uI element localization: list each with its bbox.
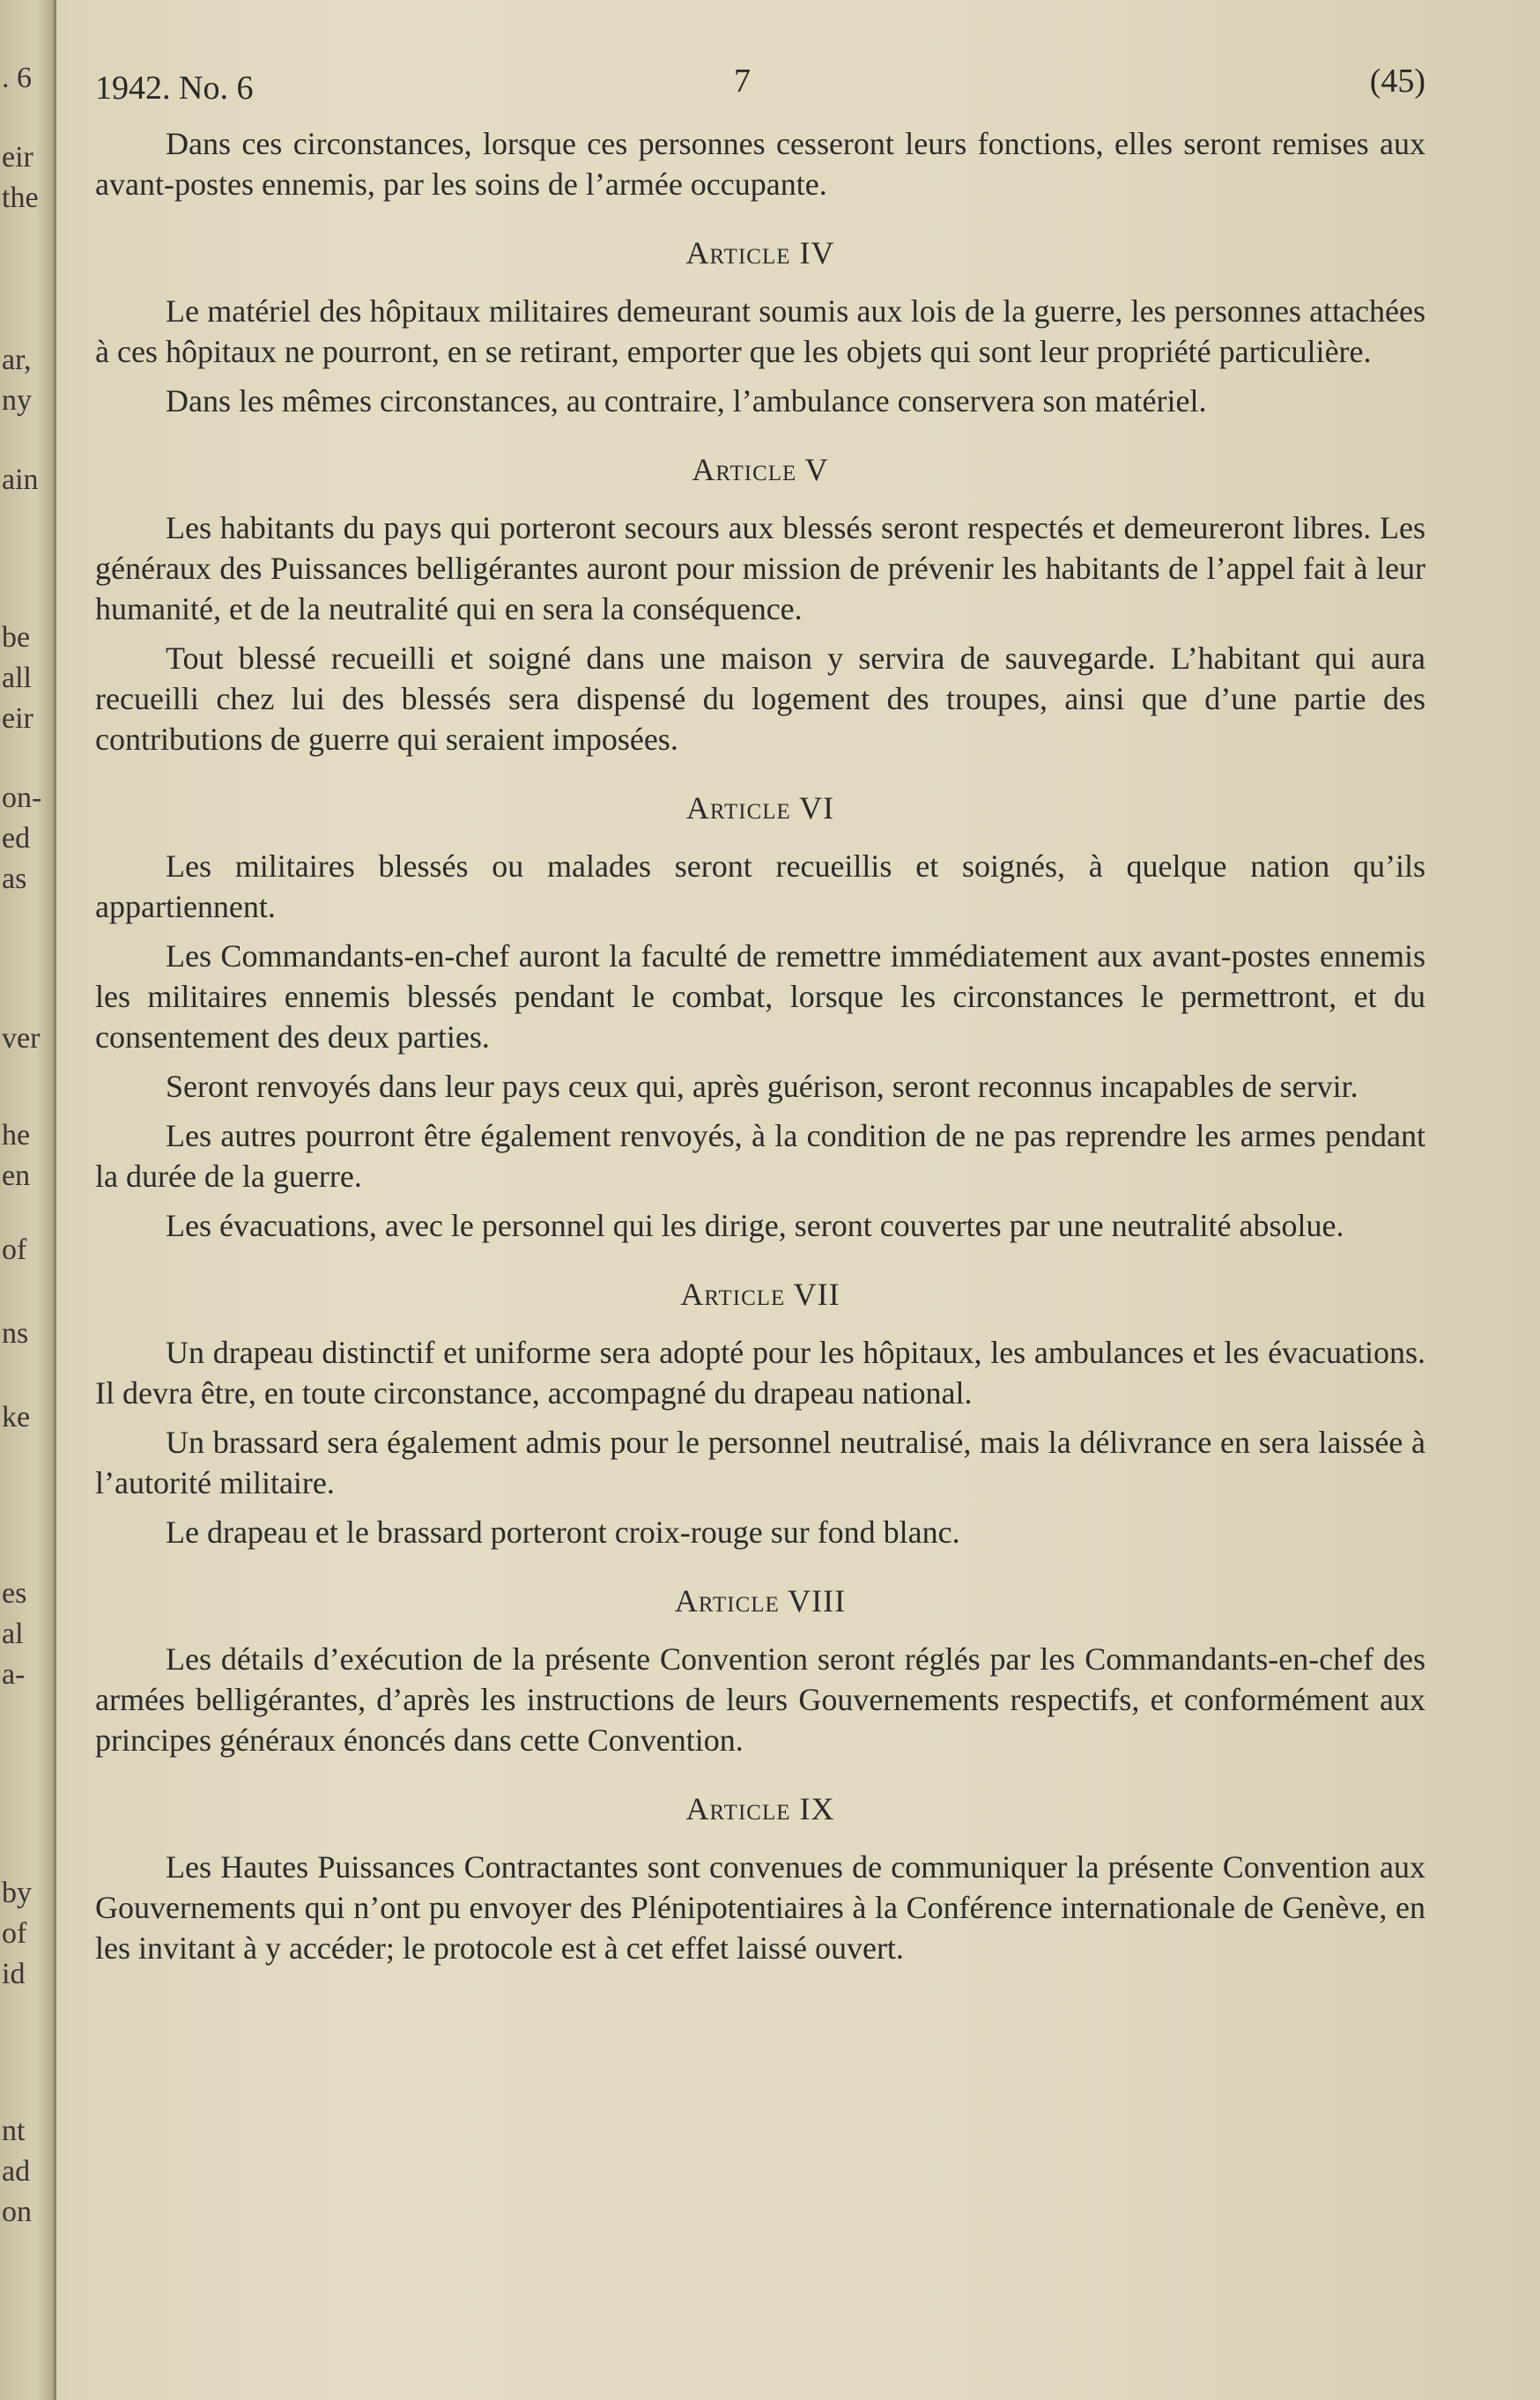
margin-fragment: al xyxy=(2,1618,24,1650)
article-paragraph: Seront renvoyés dans leur pays ceux qui, après guérison, seront reconnus incapables de servir. xyxy=(166,1069,1359,1104)
margin-fragment: ar, xyxy=(2,344,32,376)
article-paragraph: Les militaires blessés ou malades seront recueillis et soignés, à quelque nation qu’ils appartiennent. xyxy=(95,848,1425,924)
page-content xyxy=(95,62,1425,1977)
margin-fragment: ke xyxy=(2,1401,31,1433)
margin-fragment: eir xyxy=(2,141,33,174)
article-paragraph: Un drapeau distinctif et uniforme sera adopté pour les hôpitaux, les ambulances et les évacuations. Il devra être, en toute circonstance, accompagné du drapeau national. xyxy=(95,1335,1425,1411)
margin-fragment: ny xyxy=(2,384,32,417)
document-reference: 1942. No. 6 xyxy=(95,70,254,107)
margin-fragment: he xyxy=(2,1119,31,1152)
margin-fragment: of xyxy=(2,1917,27,1950)
article-paragraph: Les autres pourront être également renvoyés, à la condition de ne pas reprendre les armes pendant la durée de la guerre. xyxy=(95,1118,1425,1194)
margin-fragment: all xyxy=(2,662,32,694)
article-paragraph: Les détails d’exécution de la présente Convention seront réglés par les Commandants-en-chef des armées belligérantes, d’après les instructions de leurs Gouvernements respectifs, et conformément aux principes généraux énoncés dans cette Convention. xyxy=(95,1641,1425,1758)
margin-fragment: id xyxy=(2,1958,26,1990)
margin-fragment: ad xyxy=(2,2155,31,2188)
margin-fragment: ns xyxy=(2,1317,29,1350)
article-heading: Article IX xyxy=(685,1791,835,1826)
article-ix xyxy=(95,1790,1425,1968)
margin-fragment: ed xyxy=(2,822,31,855)
article-heading: Article VII xyxy=(680,1277,840,1312)
margin-fragment: . 6 xyxy=(2,62,32,94)
article-paragraph: Le drapeau et le brassard porteront croix-rouge sur fond blanc. xyxy=(166,1515,960,1550)
margin-fragment: by xyxy=(2,1877,32,1909)
article-vi xyxy=(95,789,1425,1246)
article-heading: Article V xyxy=(692,452,829,487)
article-iv xyxy=(95,234,1425,421)
running-header xyxy=(95,62,1425,115)
margin-fragment: on- xyxy=(2,781,42,814)
margin-fragment: en xyxy=(2,1159,31,1192)
article-paragraph: Les Hautes Puissances Contractantes sont convenues de communiquer la présente Convention aux Gouvernements qui n’ont pu envoyer des Plénipotentiaires à la Conférence internationale de Genève, en les invitant à y accéder; le protocole est à cet effet laissé ouvert. xyxy=(95,1849,1425,1966)
article-paragraph: Les Commandants-en-chef auront la faculté de remettre immédiatement aux avant-postes ennemis les militaires ennemis blessés pendant le combat, lorsque les circonstances le permettront, et du consentement des deux parties. xyxy=(95,938,1425,1055)
article-heading: Article VI xyxy=(685,790,835,826)
intro-paragraph: Dans ces circonstances, lorsque ces personnes cesseront leurs fonctions, elles seront remises aux avant-postes ennemis, par les soins de l’armée occupante. xyxy=(95,126,1425,202)
article-paragraph: Les habitants du pays qui porteront secours aux blessés seront respectés et demeureront libres. Les généraux des Puissances belligérantes auront pour mission de prévenir les habitants de l’appel fait à leur humanité, et de la neutralité qui en sera la conséquence. xyxy=(95,510,1425,626)
article-paragraph: Tout blessé recueilli et soigné dans une maison y servira de sauvegarde. L’habitant qui aura recueilli chez lui des blessés sera dispensé du logement des troupes, ainsi que d’une partie des contributions de guerre qui seraient imposées. xyxy=(95,641,1425,757)
article-paragraph: Dans les mêmes circonstances, au contraire, l’ambulance conservera son matériel. xyxy=(166,383,1207,419)
margin-fragment: as xyxy=(2,863,27,895)
article-heading: Article VIII xyxy=(674,1583,847,1619)
article-viii xyxy=(95,1582,1425,1760)
bracketed-page-number: (45) xyxy=(1369,63,1425,100)
margin-fragment: be xyxy=(2,621,31,654)
margin-fragment: ain xyxy=(2,463,39,496)
margin-fragment: nt xyxy=(2,2115,26,2147)
article-heading: Article IV xyxy=(685,235,835,270)
margin-fragment: a- xyxy=(2,1658,26,1691)
article-paragraph: Les évacuations, avec le personnel qui les dirige, seront couvertes par une neutralité absolue. xyxy=(166,1208,1344,1243)
article-vii xyxy=(95,1276,1425,1552)
margin-fragment: the xyxy=(2,181,39,214)
margin-fragment: of xyxy=(2,1233,27,1266)
article-v xyxy=(95,451,1425,759)
page-number: 7 xyxy=(734,63,751,100)
margin-fragment: ver xyxy=(2,1022,41,1055)
margin-fragment: eir xyxy=(2,702,33,735)
adjacent-page-edge xyxy=(0,0,56,2400)
article-paragraph: Un brassard sera également admis pour le personnel neutralisé, mais la délivrance en sera laissée à l’autorité militaire. xyxy=(95,1425,1425,1500)
article-paragraph: Le matériel des hôpitaux militaires demeurant soumis aux lois de la guerre, les personnes attachées à ces hôpitaux ne pourront, en se retirant, emporter que les objets qui sont leur propriété particulière. xyxy=(95,293,1425,369)
margin-fragment: on xyxy=(2,2196,32,2228)
margin-fragment: es xyxy=(2,1577,27,1610)
